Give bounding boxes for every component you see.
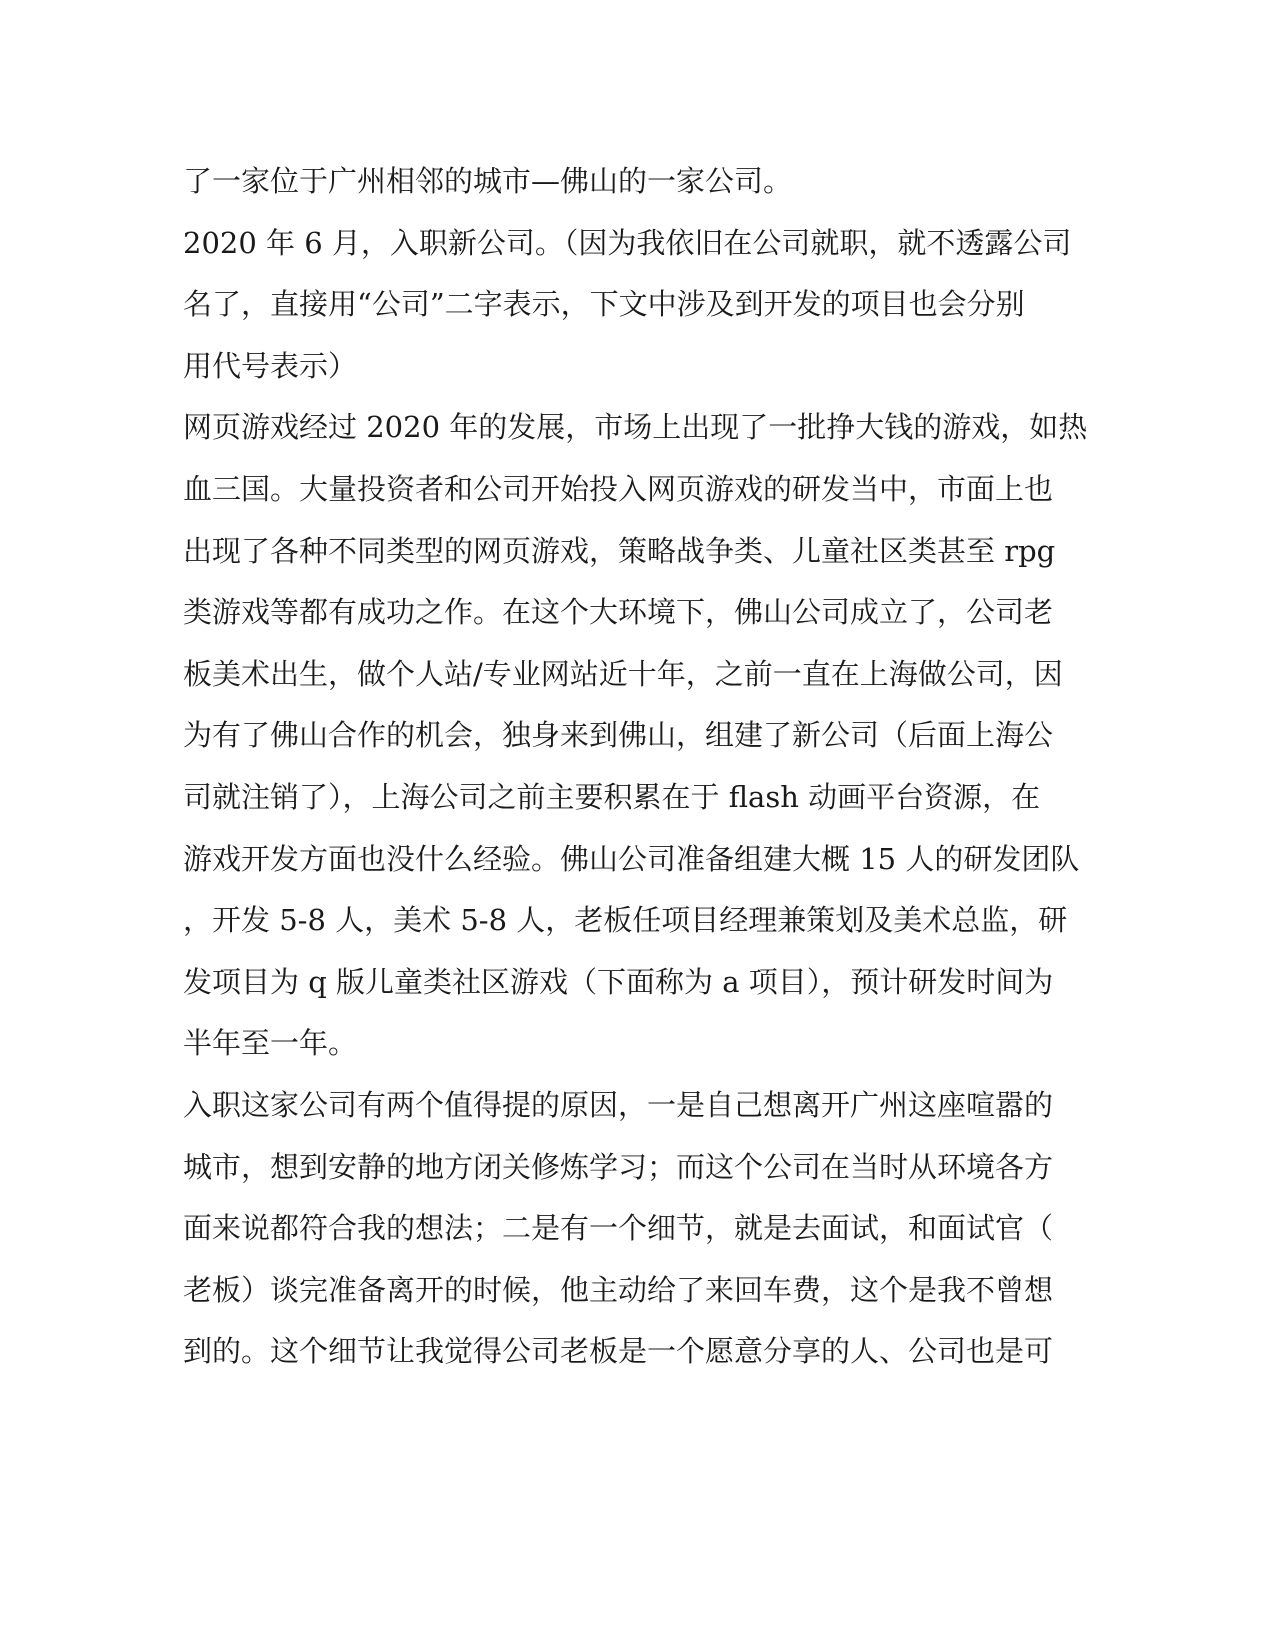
text-line: 老板）谈完准备离开的时候，他主动给了来回车费，这个是我不曾想 [183, 1272, 1054, 1307]
text-line: 板美术出生，做个人站/专业网站近十年，之前一直在上海做公司，因 [183, 656, 1063, 691]
text-line: 发项目为 q 版儿童类社区游戏（下面称为 a 项目），预计研发时间为 [183, 964, 1054, 999]
text-line: 半年至一年。 [183, 1026, 358, 1061]
text-line: 出现了各种不同类型的网页游戏，策略战争类、儿童社区类甚至 rpg [183, 533, 1056, 568]
text-line: 血三国。大量投资者和公司开始投入网页游戏的研发当中，市面上也 [183, 471, 1054, 506]
text-line: 2020 年 6 月，入职新公司。（因为我依旧在公司就职，就不透露公司 [183, 225, 1072, 260]
body-text [183, 151, 1088, 1383]
text-line: 城市，想到安静的地方闭关修炼学习；而这个公司在当时从环境各方 [183, 1149, 1054, 1184]
text-line: ，开发 5-8 人，美术 5-8 人，老板任项目经理兼策划及美术总监，研 [183, 903, 1068, 938]
text-line: 到的。这个细节让我觉得公司老板是一个愿意分享的人、公司也是可 [183, 1334, 1054, 1369]
text-line: 司就注销了），上海公司之前主要积累在于 flash 动画平台资源，在 [183, 779, 1041, 814]
text-line: 游戏开发方面也没什么经验。佛山公司准备组建大概 15 人的研发团队 [183, 841, 1080, 876]
text-line: 了一家位于广州相邻的城市—佛山的一家公司。 [183, 164, 793, 198]
text-line: 名了，直接用“公司”二字表示，下文中涉及到开发的项目也会分别 [183, 287, 1025, 322]
text-line: 用代号表示） [183, 348, 358, 383]
text-line: 类游戏等都有成功之作。在这个大环境下，佛山公司成立了，公司老 [183, 595, 1054, 630]
text-line: 入职这家公司有两个值得提的原因，一是自己想离开广州这座喧嚣的 [183, 1087, 1054, 1122]
text-line: 为有了佛山合作的机会，独身来到佛山，组建了新公司（后面上海公 [183, 718, 1054, 753]
text-line: 面来说都符合我的想法；二是有一个细节，就是去面试，和面试官（ [183, 1211, 1054, 1246]
text-line: 网页游戏经过 2020 年的发展，市场上出现了一批挣大钱的游戏，如热 [183, 410, 1088, 445]
